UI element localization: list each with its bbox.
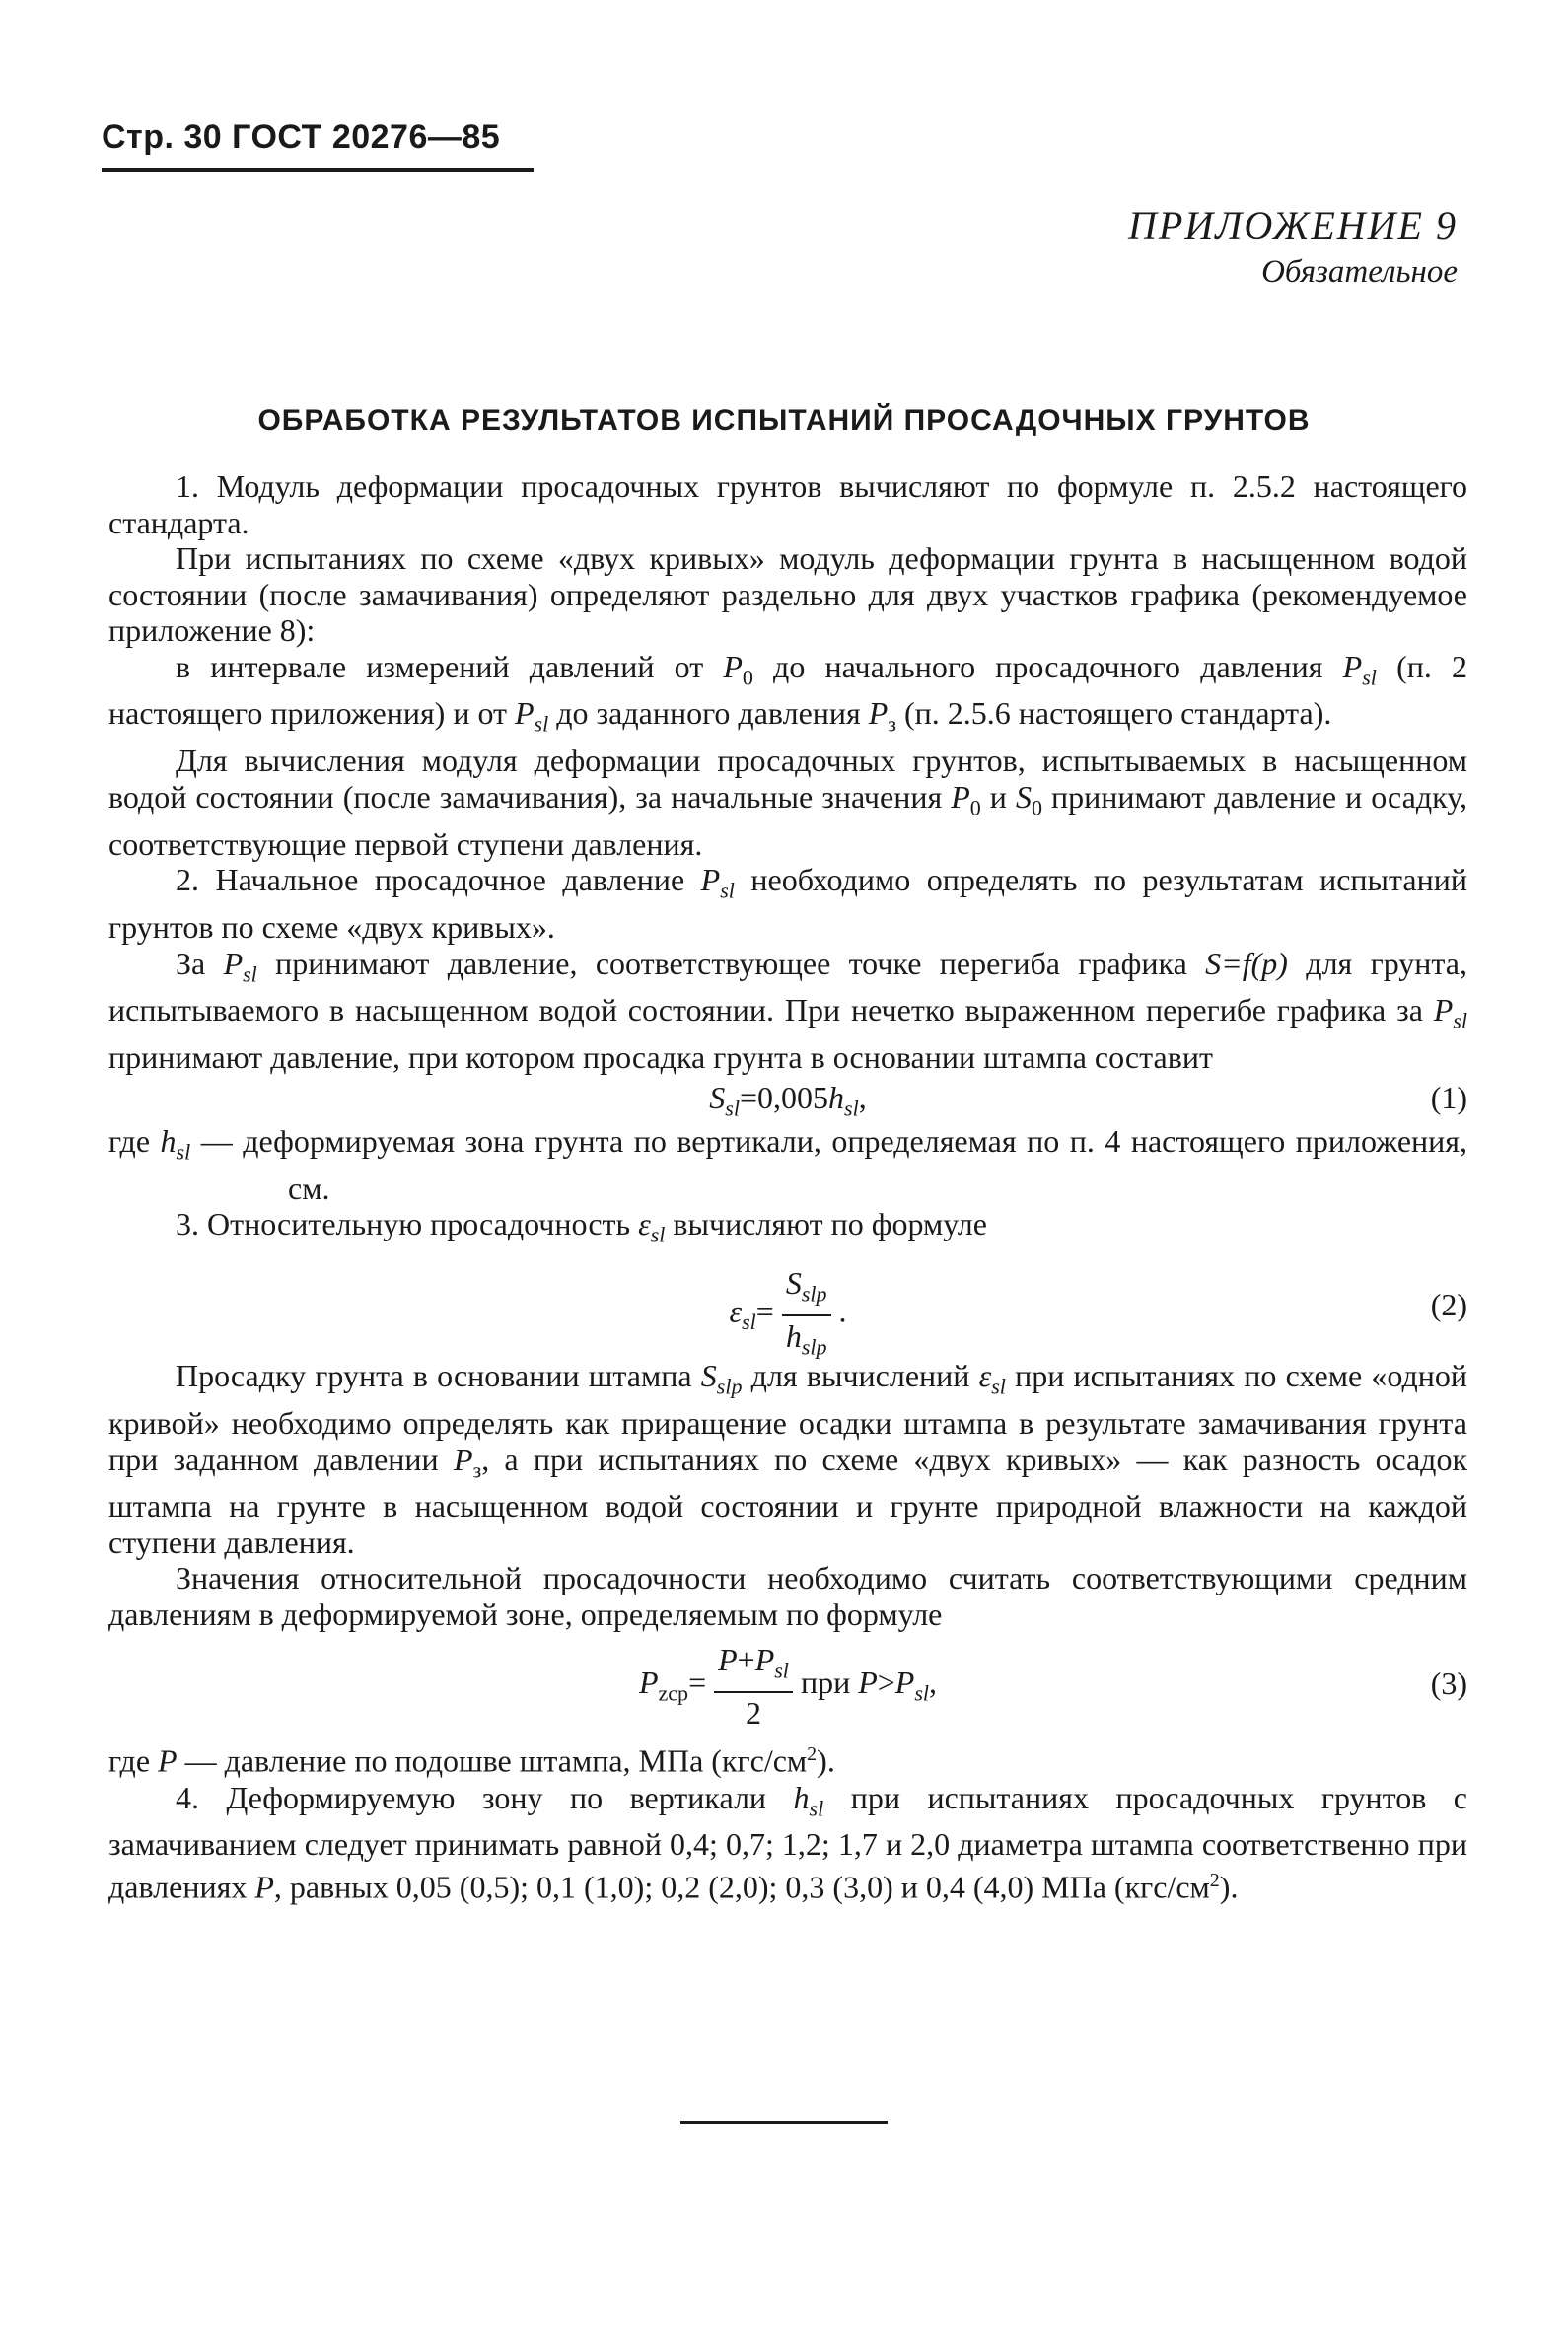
subscript: zср — [658, 1680, 689, 1706]
subscript: sl — [1453, 1008, 1467, 1033]
text-run: при испытаниях по схеме «одной кривой» необходимо определять как приращение осадки штампа в результате замачивания грунта при заданном давлении — [108, 1358, 1468, 1477]
subscript: sl — [725, 1096, 740, 1121]
subscript: slp — [716, 1374, 743, 1399]
formula-1 — [108, 1076, 1467, 1123]
text-run: до начального просадочного давления — [752, 648, 1343, 684]
text-run: где — [108, 1122, 161, 1159]
symbol-p: P — [254, 1869, 274, 1905]
text-run: 3. Относительную просадочность — [176, 1206, 639, 1242]
fraction-numerator — [714, 1640, 793, 1692]
text-run: — давление по подошве штампа, МПа (кгс/см — [177, 1743, 808, 1780]
subscript: з — [472, 1456, 482, 1482]
subscript: sl — [809, 1795, 824, 1820]
text-run: и — [980, 778, 1016, 815]
symbol-s: S — [700, 1358, 717, 1394]
text-run: ). — [1219, 1869, 1239, 1905]
formula-2-number: (2) — [1430, 1287, 1467, 1323]
symbol-p: P — [515, 695, 535, 732]
paragraph-7 — [108, 1206, 1467, 1253]
subscript: sl — [742, 1310, 756, 1335]
text-run: в интервале измерений давлений от — [176, 648, 724, 684]
symbol-p: P — [894, 1665, 915, 1701]
symbol-p: P — [1433, 992, 1454, 1028]
document-body — [108, 468, 1467, 1905]
symbol-s: S — [1015, 778, 1032, 815]
paragraph-4 — [108, 743, 1467, 862]
formula-2 — [108, 1253, 1467, 1358]
subscript: sl — [1362, 664, 1377, 689]
paragraph-5 — [108, 862, 1467, 945]
formula-text: при — [800, 1665, 859, 1701]
symbol-p: P — [453, 1441, 473, 1477]
paragraph-2: При испытаниях по схеме «двух кривых» модуль деформации грунта в насыщенном водой состоянии (после замачивания) определяют раздельно для двух участков графика (рекомендуемое приложение 8): — [108, 540, 1467, 648]
subscript: slp — [801, 1333, 827, 1359]
where-clause-1 — [108, 1123, 1467, 1206]
symbol-epsilon: ε — [978, 1358, 992, 1394]
text-run: 2. Начальное просадочное давление — [176, 862, 701, 898]
paragraph-6 — [108, 946, 1467, 1076]
symbol-p: P — [718, 1642, 738, 1678]
appendix-status: Обязательное — [1261, 254, 1458, 290]
text-run: За — [176, 945, 224, 981]
subscript: 0 — [1031, 795, 1042, 820]
paragraph-3 — [108, 649, 1467, 744]
paragraph-9: Значения относительной просадочности необходимо считать соответствующими средним давлениям в деформируемой зоне, определяемым по формуле — [108, 1560, 1467, 1632]
fraction-numerator — [782, 1263, 831, 1315]
formula-3-number: (3) — [1430, 1666, 1467, 1702]
section-title: ОБРАБОТКА РЕЗУЛЬТАТОВ ИСПЫТАНИЙ ПРОСАДОЧНЫХ ГРУНТОВ — [257, 404, 1311, 437]
text-run: , а при испытаниях по схеме «двух кривых» — как разность осадок штампа на грунте в насыщенном водой состоянии и грунте природной влажности на каждой ступени давления. — [108, 1441, 1468, 1560]
subscript: sl — [914, 1680, 930, 1706]
symbol-p: P — [158, 1743, 178, 1780]
function-expr: =f(p) — [1221, 945, 1288, 981]
text-run: ). — [817, 1743, 835, 1780]
text-run: (п. 2 настоящего приложения) и от — [108, 648, 1468, 732]
subscript: sl — [991, 1374, 1006, 1399]
text-run: 4. Деформируемую зону по вертикали — [176, 1779, 794, 1815]
text-run: для вычислений — [742, 1358, 979, 1394]
fraction-denominator: 2 — [746, 1694, 762, 1731]
appendix-title: ПРИЛОЖЕНИЕ 9 — [1128, 203, 1458, 248]
symbol-s: S — [785, 1265, 802, 1302]
formula-text: > — [877, 1665, 895, 1701]
where-clause-2 — [108, 1737, 1467, 1779]
formula-text: = — [755, 1293, 774, 1329]
text-run: (п. 2.5.6 настоящего стандарта). — [895, 695, 1332, 732]
symbol-p: P — [858, 1665, 878, 1701]
subscript: 0 — [742, 664, 753, 689]
text-run: — деформируемая зона грунта по вертикали, определяемая по п. 4 настоящего приложения, см. — [190, 1122, 1468, 1206]
symbol-p: P — [951, 778, 970, 815]
text-run: до заданного давления — [548, 695, 869, 732]
fraction — [782, 1263, 831, 1367]
symbol-s: S — [1205, 945, 1222, 981]
subscript: sl — [720, 878, 735, 903]
text-run: принимают давление, при котором просадка грунта в основании штампа составит — [108, 1039, 1213, 1076]
text-run: принимают давление, соответствующее точке перегиба графика — [256, 945, 1206, 981]
subscript: з — [888, 711, 896, 737]
symbol-epsilon: ε — [638, 1206, 651, 1242]
superscript: 2 — [807, 1743, 818, 1766]
paragraph-1: 1. Модуль деформации просадочных грунтов вычисляют по формуле п. 2.5.2 настоящего стандарта. — [108, 468, 1467, 540]
paragraph-10 — [108, 1780, 1467, 1906]
formula-text: = — [688, 1665, 707, 1701]
text-run: принимают давление и осадку, соответствующие первой ступени давления. — [108, 778, 1468, 862]
fraction — [714, 1640, 793, 1732]
page-header: Стр. 30 ГОСТ 20276—85 — [102, 118, 501, 156]
formula-text: =0,005 — [739, 1079, 829, 1115]
symbol-p: P — [223, 945, 244, 981]
text-run: необходимо определять по результатам испытаний грунтов по схеме «двух кривых». — [108, 862, 1468, 946]
formula-text: , — [929, 1665, 938, 1701]
symbol-s: S — [709, 1079, 726, 1115]
symbol-epsilon: ε — [729, 1293, 743, 1329]
symbol-h: h — [160, 1122, 177, 1159]
text-run: при испытаниях просадочных грунтов с замачиванием следует принимать равной 0,4; 0,7; 1,2; 1,7 и 2,0 диаметра штампа соответственно при давлениях — [108, 1779, 1468, 1905]
symbol-p: P — [1342, 648, 1363, 684]
formula-3 — [108, 1632, 1467, 1737]
subscript: 0 — [969, 795, 981, 820]
end-rule — [680, 2121, 888, 2124]
header-rule — [102, 168, 534, 172]
symbol-h: h — [828, 1079, 845, 1115]
text-run: Для вычисления модуля деформации просадочных грунтов, испытываемых в насыщенном водой состоянии (после замачивания), за начальные значения — [108, 743, 1467, 815]
subscript: sl — [176, 1139, 191, 1165]
subscript: sl — [774, 1658, 789, 1683]
formula-3-expression — [108, 1640, 1467, 1732]
formula-1-number: (1) — [1430, 1079, 1467, 1115]
formula-text: + — [737, 1642, 755, 1678]
text-run: вычисляют по формуле — [665, 1206, 987, 1242]
formula-text: , — [858, 1079, 867, 1115]
appendix-block — [1128, 202, 1458, 291]
symbol-h: h — [785, 1317, 802, 1354]
symbol-p: P — [700, 862, 721, 898]
text-run: , равных 0,05 (0,5); 0,1 (1,0); 0,2 (2,0); 0,3 (3,0) и 0,4 (4,0) МПа (кгс/см — [273, 1869, 1210, 1905]
formula-1-expression — [108, 1080, 1467, 1127]
subscript: sl — [534, 711, 549, 737]
symbol-p: P — [868, 695, 889, 732]
symbol-p: P — [754, 1642, 775, 1678]
formula-2-expression — [108, 1263, 1467, 1367]
symbol-p: P — [723, 648, 743, 684]
subscript: sl — [243, 960, 257, 986]
fraction-denominator — [782, 1316, 831, 1367]
text-run: Просадку грунта в основании штампа — [176, 1358, 701, 1394]
symbol-p: P — [638, 1665, 659, 1701]
symbol-h: h — [793, 1779, 810, 1815]
formula-text: . — [838, 1293, 847, 1329]
subscript: slp — [801, 1281, 827, 1307]
text-run: для грунта, испытываемого в насыщенном водой состоянии. При нечетко выраженном перегибе графика за — [108, 945, 1467, 1028]
text-run: где — [108, 1743, 159, 1780]
subscript: sl — [844, 1096, 859, 1121]
superscript: 2 — [1209, 1869, 1220, 1891]
paragraph-8 — [108, 1358, 1467, 1560]
subscript: sl — [650, 1222, 666, 1247]
